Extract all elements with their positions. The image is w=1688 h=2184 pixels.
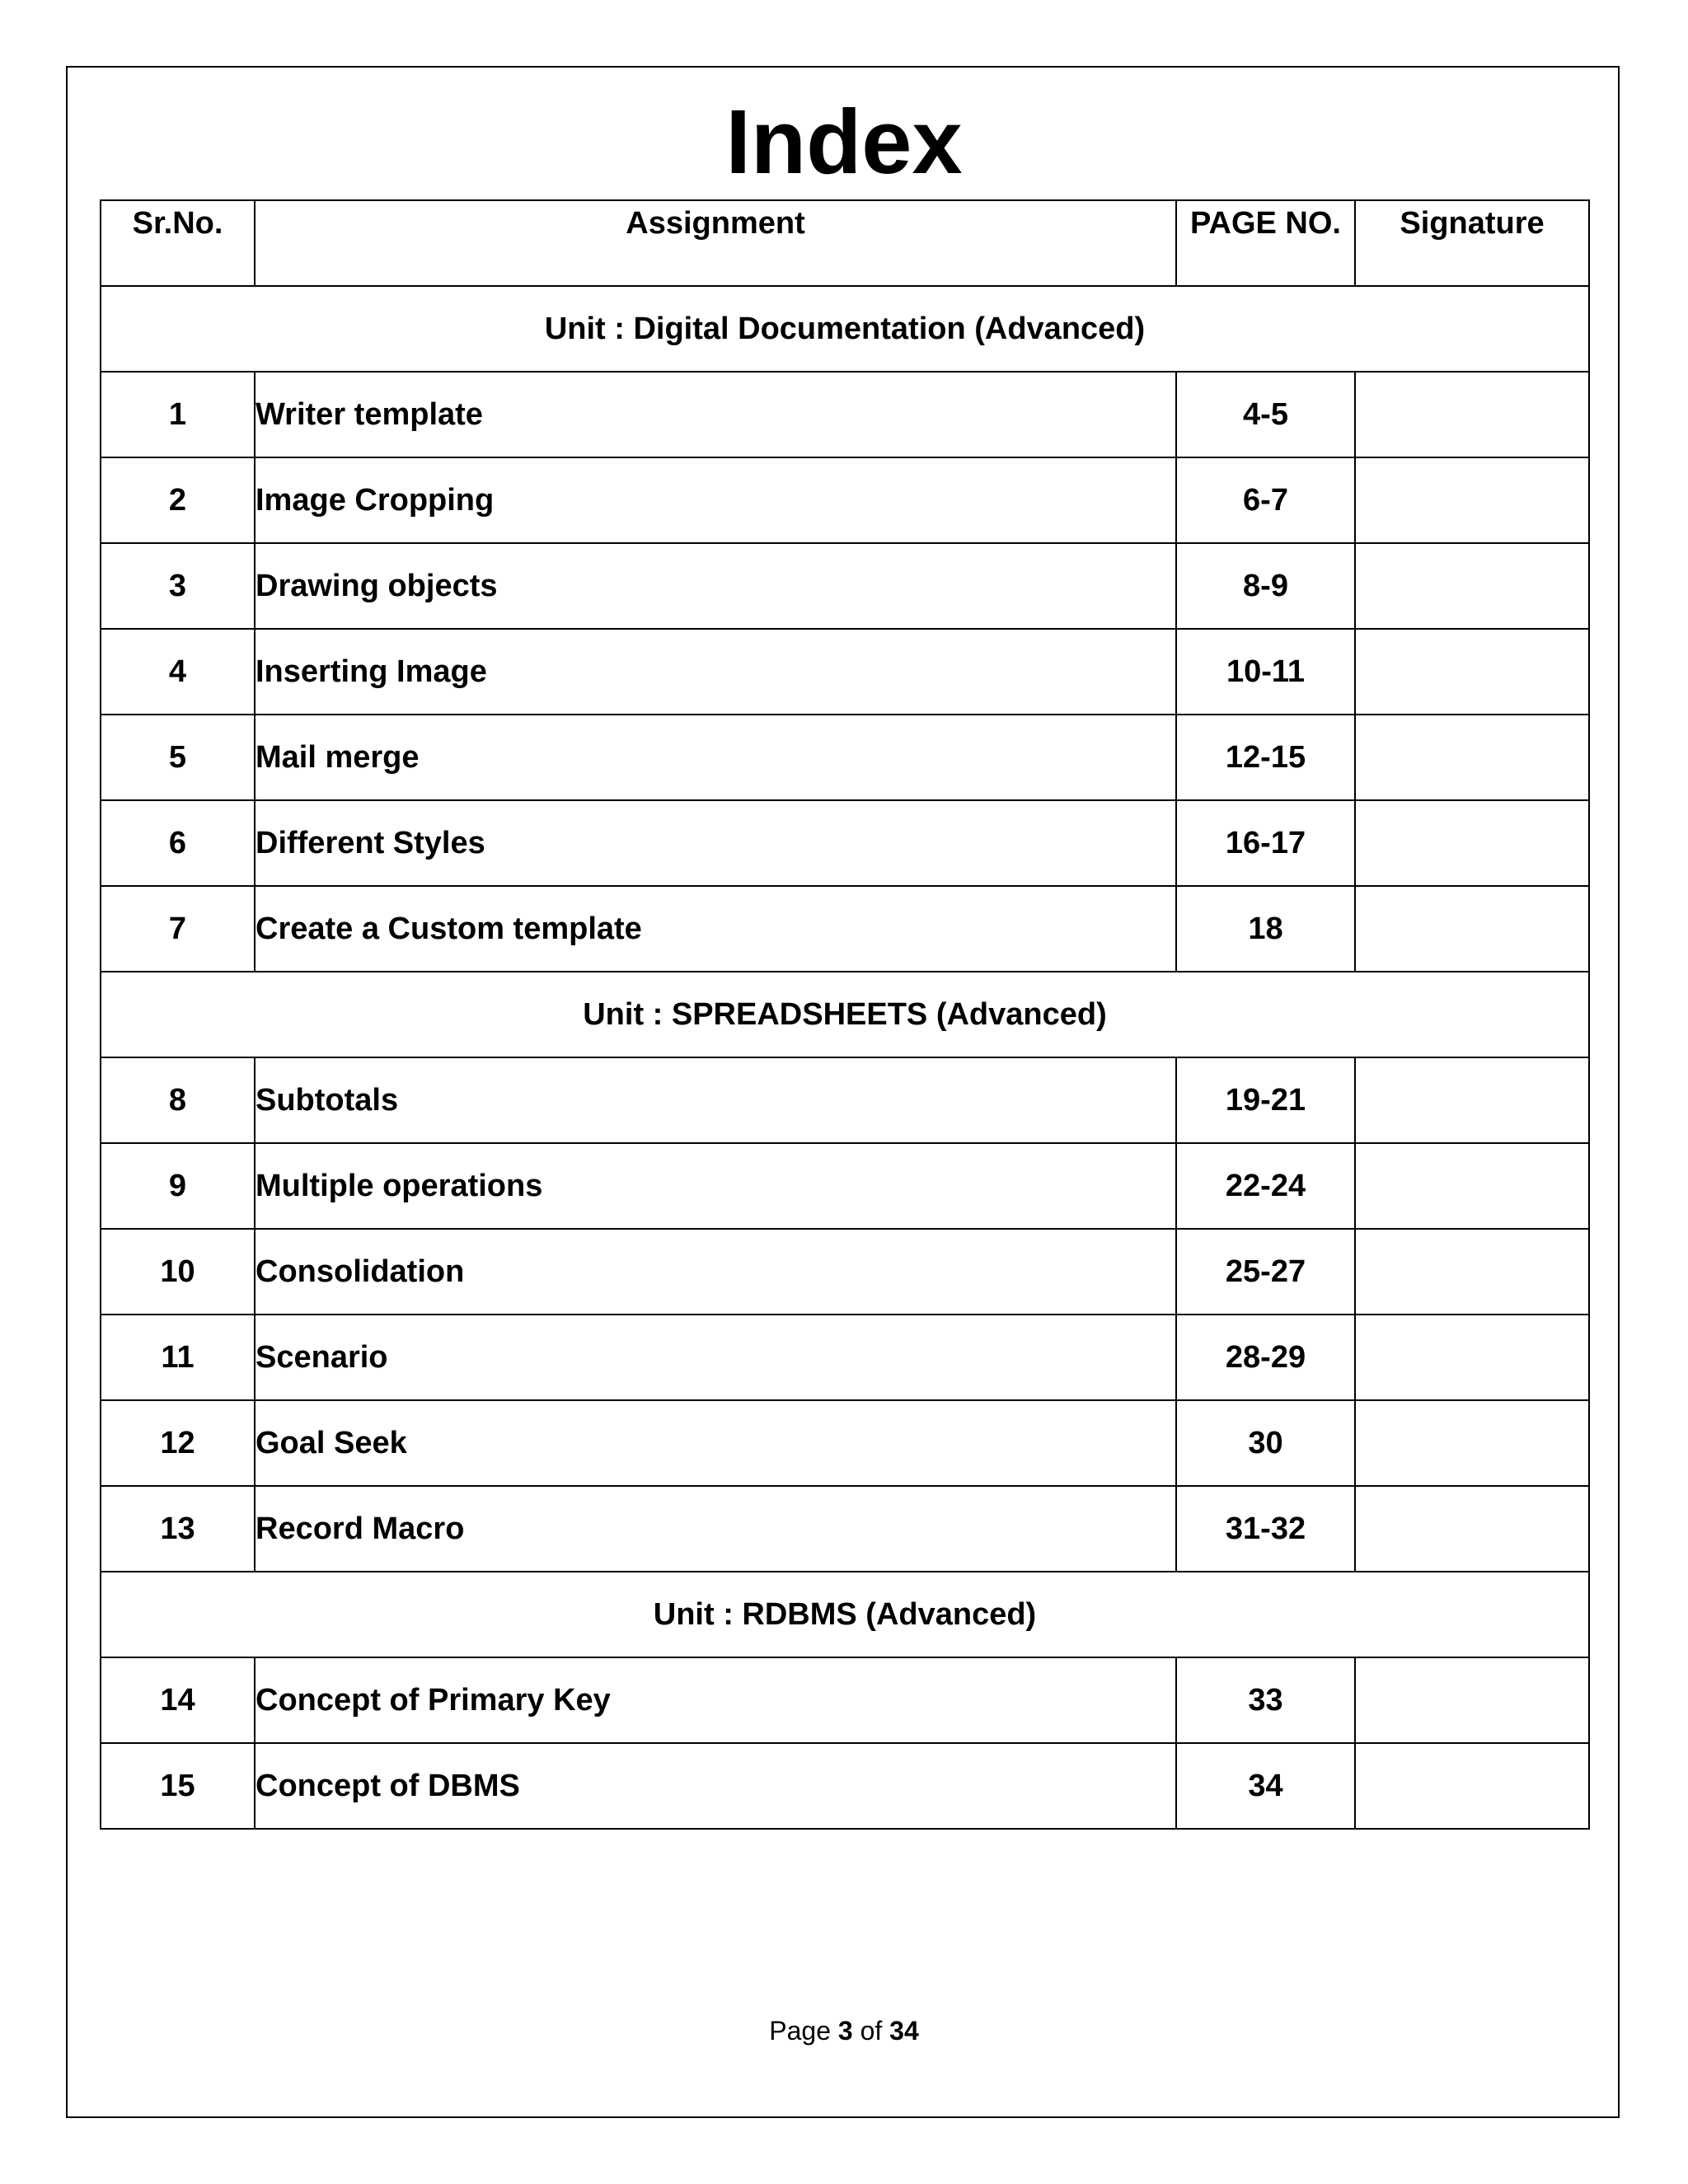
page-no-cell: 6-7 bbox=[1176, 457, 1355, 543]
sr-no-cell: 5 bbox=[101, 715, 255, 800]
sr-no-cell: 13 bbox=[101, 1486, 255, 1572]
table-row bbox=[101, 372, 1589, 457]
assignment-cell: Image Cropping bbox=[255, 457, 1176, 543]
signature-cell bbox=[1355, 1486, 1589, 1572]
signature-cell bbox=[1355, 1229, 1589, 1315]
sr-no-cell: 4 bbox=[101, 629, 255, 715]
assignment-cell: Different Styles bbox=[255, 800, 1176, 886]
table-row bbox=[101, 1315, 1589, 1400]
footer-total-pages: 34 bbox=[889, 2016, 919, 2046]
signature-cell bbox=[1355, 457, 1589, 543]
page-no-cell: 22-24 bbox=[1176, 1143, 1355, 1229]
unit-row bbox=[101, 972, 1589, 1057]
page-no-cell: 19-21 bbox=[1176, 1057, 1355, 1143]
unit-heading: Unit : RDBMS (Advanced) bbox=[101, 1572, 1589, 1657]
signature-cell bbox=[1355, 1657, 1589, 1743]
sr-no-cell: 8 bbox=[101, 1057, 255, 1143]
signature-cell bbox=[1355, 1743, 1589, 1829]
sr-no-cell: 2 bbox=[101, 457, 255, 543]
header-assignment: Assignment bbox=[255, 200, 1176, 286]
assignment-cell: Consolidation bbox=[255, 1229, 1176, 1315]
sr-no-cell: 9 bbox=[101, 1143, 255, 1229]
footer-current-page: 3 bbox=[837, 2016, 853, 2046]
signature-cell bbox=[1355, 1143, 1589, 1229]
header-page-no: PAGE NO. bbox=[1176, 200, 1355, 286]
assignment-cell: Writer template bbox=[255, 372, 1176, 457]
sr-no-cell: 11 bbox=[101, 1315, 255, 1400]
assignment-cell: Record Macro bbox=[255, 1486, 1176, 1572]
assignment-cell: Inserting Image bbox=[255, 629, 1176, 715]
assignment-cell: Subtotals bbox=[255, 1057, 1176, 1143]
signature-cell bbox=[1355, 886, 1589, 972]
table-row bbox=[101, 543, 1589, 629]
table-row bbox=[101, 1486, 1589, 1572]
signature-cell bbox=[1355, 1400, 1589, 1486]
footer-middle: of bbox=[852, 2016, 890, 2046]
page-no-cell: 16-17 bbox=[1176, 800, 1355, 886]
table-row bbox=[101, 457, 1589, 543]
table-row bbox=[101, 1229, 1589, 1315]
assignment-cell: Drawing objects bbox=[255, 543, 1176, 629]
sr-no-cell: 1 bbox=[101, 372, 255, 457]
signature-cell bbox=[1355, 1315, 1589, 1400]
table-row bbox=[101, 1400, 1589, 1486]
table-row bbox=[101, 1657, 1589, 1743]
page-no-cell: 33 bbox=[1176, 1657, 1355, 1743]
page-no-cell: 12-15 bbox=[1176, 715, 1355, 800]
sr-no-cell: 3 bbox=[101, 543, 255, 629]
table-row bbox=[101, 1143, 1589, 1229]
table-row bbox=[101, 715, 1589, 800]
unit-row bbox=[101, 286, 1589, 372]
table-row bbox=[101, 629, 1589, 715]
page-no-cell: 31-32 bbox=[1176, 1486, 1355, 1572]
index-table bbox=[100, 199, 1590, 1830]
page-no-cell: 4-5 bbox=[1176, 372, 1355, 457]
assignment-cell: Goal Seek bbox=[255, 1400, 1176, 1486]
table-header-row bbox=[101, 200, 1589, 286]
page-no-cell: 8-9 bbox=[1176, 543, 1355, 629]
page-no-cell: 10-11 bbox=[1176, 629, 1355, 715]
signature-cell bbox=[1355, 715, 1589, 800]
table-row bbox=[101, 1743, 1589, 1829]
header-signature: Signature bbox=[1355, 200, 1589, 286]
table-row bbox=[101, 1057, 1589, 1143]
table-row bbox=[101, 800, 1589, 886]
unit-heading: Unit : SPREADSHEETS (Advanced) bbox=[101, 972, 1589, 1057]
sr-no-cell: 14 bbox=[101, 1657, 255, 1743]
signature-cell bbox=[1355, 629, 1589, 715]
page-no-cell: 30 bbox=[1176, 1400, 1355, 1486]
assignment-cell: Concept of DBMS bbox=[255, 1743, 1176, 1829]
signature-cell bbox=[1355, 1057, 1589, 1143]
table-row bbox=[101, 886, 1589, 972]
sr-no-cell: 15 bbox=[101, 1743, 255, 1829]
page-title: Index bbox=[725, 91, 963, 193]
sr-no-cell: 6 bbox=[101, 800, 255, 886]
unit-row bbox=[101, 1572, 1589, 1657]
page-no-cell: 18 bbox=[1176, 886, 1355, 972]
signature-cell bbox=[1355, 543, 1589, 629]
assignment-cell: Multiple operations bbox=[255, 1143, 1176, 1229]
sr-no-cell: 10 bbox=[101, 1229, 255, 1315]
table-body bbox=[101, 286, 1589, 1829]
page-no-cell: 34 bbox=[1176, 1743, 1355, 1829]
assignment-cell: Concept of Primary Key bbox=[255, 1657, 1176, 1743]
signature-cell bbox=[1355, 372, 1589, 457]
assignment-cell: Create a Custom template bbox=[255, 886, 1176, 972]
signature-cell bbox=[1355, 800, 1589, 886]
page-no-cell: 28-29 bbox=[1176, 1315, 1355, 1400]
unit-heading: Unit : Digital Documentation (Advanced) bbox=[101, 286, 1589, 372]
assignment-cell: Mail merge bbox=[255, 715, 1176, 800]
page-footer bbox=[0, 2014, 1688, 2047]
sr-no-cell: 12 bbox=[101, 1400, 255, 1486]
assignment-cell: Scenario bbox=[255, 1315, 1176, 1400]
header-sr-no: Sr.No. bbox=[101, 200, 255, 286]
sr-no-cell: 7 bbox=[101, 886, 255, 972]
page-no-cell: 25-27 bbox=[1176, 1229, 1355, 1315]
footer-prefix: Page bbox=[769, 2016, 838, 2046]
